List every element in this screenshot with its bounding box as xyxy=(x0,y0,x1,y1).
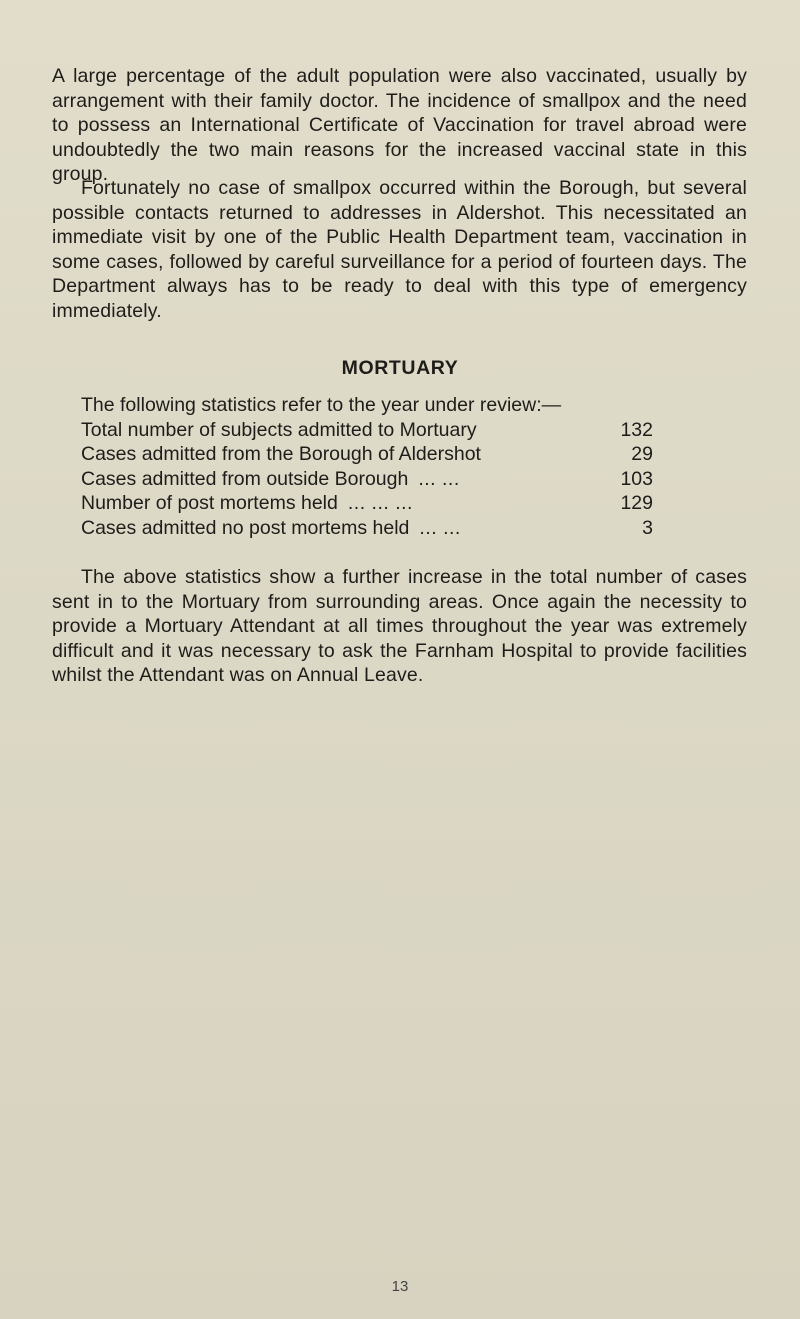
stat-row-total-admitted xyxy=(81,418,653,442)
stat-leader-dots: ... ... ... xyxy=(347,492,413,515)
stat-leader-dots: ... ... xyxy=(418,467,460,490)
smallpox-paragraph: Fortunately no case of smallpox occurred within the Borough, but several possible contacts returned to addresses in Aldershot. This necessitated an immediate visit by one of the Public Health Department team, vaccination in some cases, followed by careful surveillance for a period of fourteen days. The Department always has to be ready to deal with this type of emergency immediately. xyxy=(52,177,747,322)
page-number: 13 xyxy=(391,1278,409,1295)
stat-row-borough-cases xyxy=(81,442,653,466)
mortuary-stats-table xyxy=(81,418,653,540)
mortuary-intro: The following statistics refer to the year under review:— xyxy=(81,394,562,416)
stat-value: 29 xyxy=(631,443,653,466)
stat-leader-dots: ... ... xyxy=(419,516,461,539)
stat-label: Total number of subjects admitted to Mortuary xyxy=(81,419,477,441)
stat-row-no-post-mortems xyxy=(81,516,653,540)
stat-value: 129 xyxy=(620,492,653,515)
stat-value: 132 xyxy=(620,419,653,441)
stat-row-post-mortems xyxy=(81,491,653,515)
stat-label: Cases admitted from the Borough of Aldershot xyxy=(81,443,481,466)
stat-label: Number of post mortems held xyxy=(81,492,338,515)
mortuary-conclusion-paragraph: The above statistics show a further increase in the total number of cases sent in to the Mortuary from surrounding areas. Once again the necessity to provide a Mortuary Attendant at all times throughout the year was extremely difficult and it was necessary to ask the Farnham Hospital to provide facilities whilst the Attendant was on Annual Leave. xyxy=(52,566,747,687)
stat-value: 3 xyxy=(642,516,653,539)
vaccination-paragraph: A large percentage of the adult population were also vaccinated, usually by arrangement with their family doctor. The incidence of smallpox and the need to possess an International Certificate of Vaccination for travel abroad were undoubtedly the two main reasons for the increased vaccinal state in this group. xyxy=(52,65,747,186)
mortuary-heading: MORTUARY xyxy=(341,357,459,379)
stat-label: Cases admitted from outside Borough xyxy=(81,467,409,490)
stat-row-outside-cases xyxy=(81,467,653,491)
stat-label: Cases admitted no post mortems held xyxy=(81,516,410,539)
stat-value: 103 xyxy=(620,467,653,490)
